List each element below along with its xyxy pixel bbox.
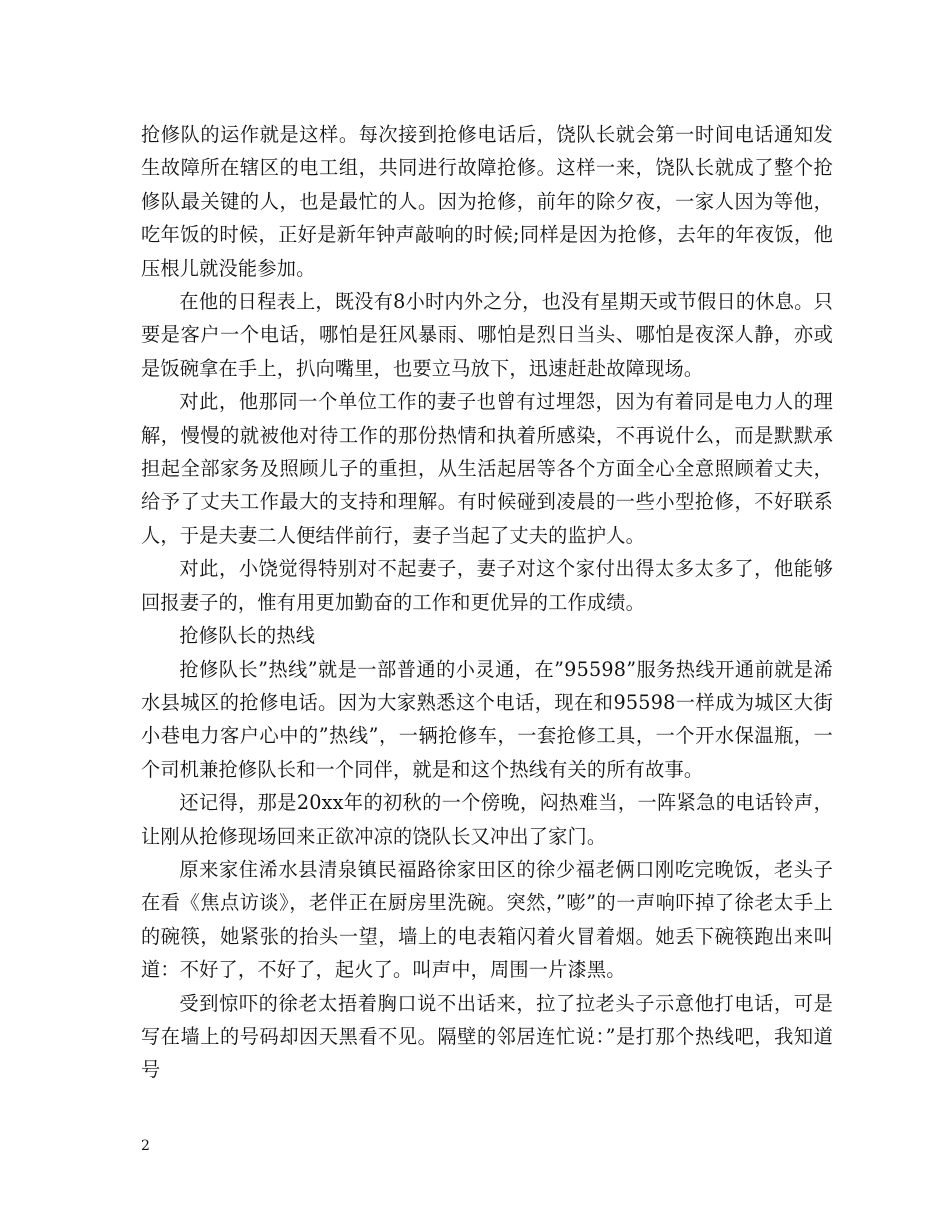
paragraph-3: 对此，他那同一个单位工作的妻子也曾有过埋怨，因为有着同是电力人的理解，慢慢的就被他对待工作的那份热情和执着所感染，不再说什么，而是默默承担起全部家务及照顾儿子的重担，从生活起居等各个方面全心全意照顾着丈夫，给予了丈夫工作最大的支持和理解。有时候碰到凌晨的一些小型抢修，不好联系人，于是夫妻二人便结伴前行，妻子当起了丈夫的监护人。 [141, 390, 833, 547]
paragraph-1: 抢修队的运作就是这样。每次接到抢修电话后，饶队长就会第一时间电话通知发生故障所在辖区的电工组，共同进行故障抢修。这样一来，饶队长就成了整个抢修队最关键的人，也是最忙的人。因为抢修，前年的除夕夜，一家人因为等他，吃年饭的时候，正好是新年钟声敲响的时候;同样是因为抢修，去年的年夜饭，他压根儿就没能参加。 [141, 123, 833, 280]
document-body [141, 118, 833, 1087]
paragraph-2: 在他的日程表上，既没有8小时内外之分，也没有星期天或节假日的休息。只要是客户一个电话，哪怕是狂风暴雨、哪怕是烈日当头、哪怕是夜深人静，亦或是饭碗拿在手上，扒向嘴里，也要立马放下，迅速赶赴故障现场。 [141, 290, 833, 380]
paragraph-8: 原来家住浠水县清泉镇民福路徐家田区的徐少福老俩口刚吃完晚饭，老头子在看《焦点访谈》，老伴正在厨房里洗碗。突然，”嘭”的一声响吓掉了徐老太手上的碗筷，她紧张的抬头一望，墙上的电表箱闪着火冒着烟。她丢下碗筷跑出来叫道：不好了，不好了，起火了。叫声中，周围一片漆黑。 [141, 857, 833, 982]
paragraph-6: 抢修队长”热线”就是一部普通的小灵通，在”95598”服务热线开通前就是浠水县城区的抢修电话。因为大家熟悉这个电话，现在和95598一样成为城区大街小巷电力客户心中的”热线”，一辆抢修车，一套抢修工具，一个开水保温瓶，一个司机兼抢修队长和一个同伴，就是和这个热线有关的所有故事。 [141, 657, 833, 781]
section-heading: 抢修队长的热线 [179, 624, 316, 648]
page-number: 2 [141, 1138, 150, 1154]
paragraph-9: 受到惊吓的徐老太捂着胸口说不出话来，拉了拉老头子示意他打电话，可是写在墙上的号码却因天黑看不见。隔壁的邻居连忙说：”是打那个热线吧，我知道号 [141, 991, 833, 1082]
paragraph-4: 对此，小饶觉得特别对不起妻子，妻子对这个家付出得太多太多了，他能够回报妻子的，惟有用更加勤奋的工作和更优异的工作成绩。 [141, 557, 833, 614]
paragraph-7: 还记得，那是20xx年的初秋的一个傍晚，闷热难当，一阵紧急的电话铃声，让刚从抢修现场回来正欲冲凉的饶队长又冲出了家门。 [141, 791, 833, 848]
